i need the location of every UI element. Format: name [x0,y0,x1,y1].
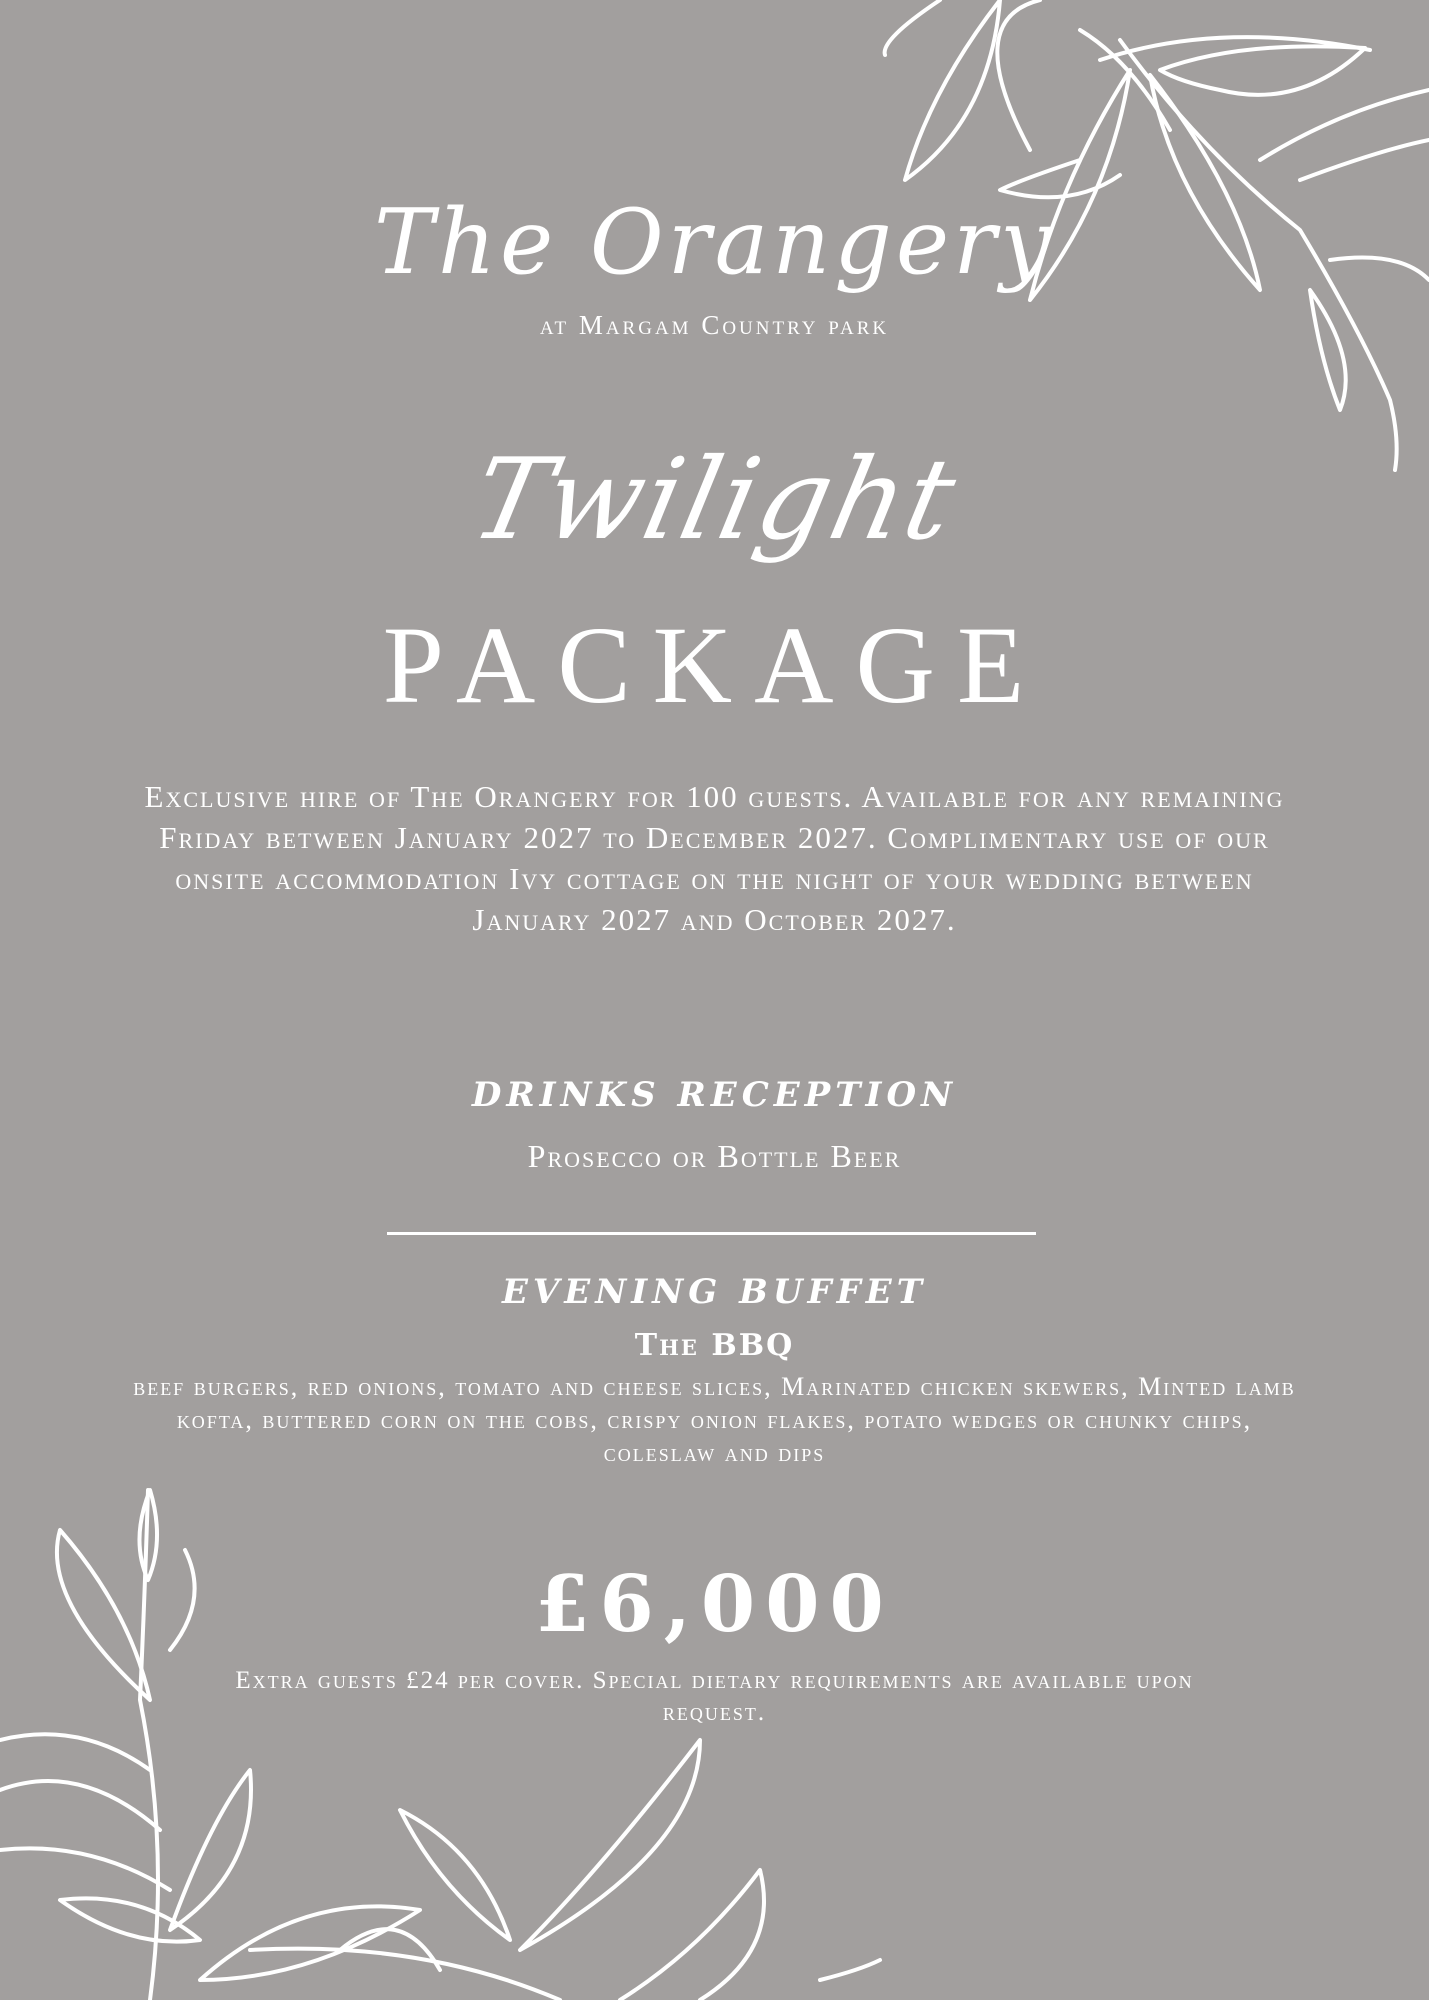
drinks-title: DRINKS RECEPTION [471,1075,958,1115]
page-title: PACKAGE [382,604,1047,726]
bbq-subtitle: The BBQ [634,1328,795,1363]
divider [387,1232,1036,1235]
price: £6,000 [535,1559,894,1650]
bbq-description: beef burgers, red onions, tomato and cheese slices, Marinated chicken skewers, Minted lamb kofta, buttered corn on the cobs, crispy onion flakes, potato wedges or chunky chips, coleslaw and dips [133,1372,1296,1467]
heading-script: Twilight [461,435,968,565]
buffet-title: EVENING BUFFET [501,1272,928,1312]
price-note: Extra guests £24 per cover. Special dietary requirements are available upon request. [235,1667,1194,1726]
logo-subtitle: at Margam Country park [539,310,890,340]
logo-name: The Orangery [373,190,1056,295]
leaf-branch-bottom-icon [0,1470,900,2000]
intro-paragraph: Exclusive hire of The Orangery for 100 guests. Available for any remaining Friday between January 2027 to December 2027. Complimentary use of our onsite accommodation Ivy cottage on the night of your wedding between January 2027 and October 2027. [144,779,1285,937]
drinks-text: Prosecco or Bottle Beer [527,1138,902,1174]
